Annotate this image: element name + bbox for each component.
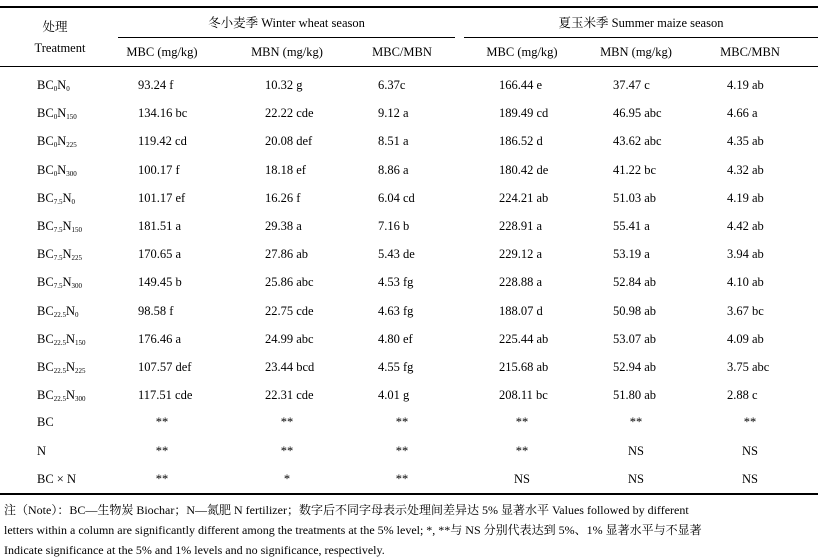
table-cell: 4.19 ab <box>727 190 764 205</box>
table-cell: 51.80 ab <box>613 388 657 403</box>
header-bottom-rule <box>0 66 818 67</box>
table-cell: 5.43 de <box>378 247 415 262</box>
table-cell: 3.94 ab <box>727 247 764 262</box>
table-cell: 101.17 ef <box>138 190 186 205</box>
table-cell: 8.86 a <box>378 162 409 177</box>
treatment-label: $BC_{22.5}N_{150}$ <box>37 331 86 347</box>
table-cell: 229.12 a <box>499 247 543 262</box>
table-cell: 4.63 fg <box>378 303 414 318</box>
table-cell: 52.84 ab <box>613 275 657 290</box>
table-cell: 55.41 a <box>613 219 650 233</box>
table-cell: 208.11 bc <box>499 388 548 403</box>
table-cell: ** <box>515 415 529 430</box>
table-cell: 181.51 a <box>138 219 182 233</box>
table-cell: ** <box>280 443 294 458</box>
table-cell: 4.35 ab <box>727 134 764 149</box>
table-cell: 22.31 cde <box>265 388 314 403</box>
treatment-label: $BC_0N_{150}$ <box>37 106 77 122</box>
table-cell: * <box>283 471 291 486</box>
column-header-6: MBC/MBN <box>720 45 780 59</box>
effect-label: BC <box>37 415 54 430</box>
column-header-5: MBN (mg/kg) <box>600 45 672 59</box>
table-cell: 50.98 ab <box>613 303 657 318</box>
table-cell: ** <box>395 471 409 486</box>
table-cell: 180.42 de <box>499 162 549 177</box>
table-cell: 29.38 a <box>265 219 302 233</box>
table-cell: 100.17 f <box>138 162 180 177</box>
table-cell: 93.24 f <box>138 78 174 92</box>
table-cell: 119.42 cd <box>138 134 187 149</box>
table-cell: ** <box>629 415 643 430</box>
column-header-3: MBC/MBN <box>372 45 432 59</box>
table-cell: 4.55 fg <box>378 360 414 374</box>
table-cell: 24.99 abc <box>265 331 314 346</box>
table-cell: 3.67 bc <box>727 303 764 318</box>
table-cell: 52.94 ab <box>613 360 657 374</box>
column-header-2: MBN (mg/kg) <box>251 45 323 59</box>
table-cell: 117.51 cde <box>138 388 193 403</box>
table-cell: ** <box>395 415 409 430</box>
table-cell: ** <box>280 415 294 430</box>
table-cell: NS <box>514 471 530 486</box>
column-header-4: MBC (mg/kg) <box>486 45 558 59</box>
treatment-label: $BC_{7.5}N_{150}$ <box>37 219 82 234</box>
winter-season-header: 冬小麦季 Winter wheat season <box>208 16 365 30</box>
table-cell: ** <box>155 443 169 458</box>
note-line-2: letters within a column are significantly different among the treatments at the 5% level; *, **与 NS 分别代表达到 5%、1% 显著水平与不显著 <box>4 523 702 537</box>
effect-label: BC × N <box>37 471 77 486</box>
table-cell: 3.75 abc <box>727 360 770 374</box>
table-cell: 51.03 ab <box>613 190 657 205</box>
summer-group-underline <box>464 37 818 38</box>
table-cell: 228.88 a <box>499 275 543 290</box>
table-top-rule <box>0 6 818 8</box>
table-cell: 27.86 ab <box>265 247 309 262</box>
table-cell: 9.12 a <box>378 106 409 121</box>
table-cell: NS <box>742 443 758 458</box>
note-line-1: 注（Note）：BC—生物炭 Biochar；N—氮肥 N fertilizer；数字后不同字母表示处理间差异达 5% 显著水平 Values followed by different <box>4 503 689 517</box>
table-cell: 4.32 ab <box>727 162 764 177</box>
treatment-label: $BC_0N_{225}$ <box>37 134 77 150</box>
treatment-label: $BC_{22.5}N_0$ <box>37 303 79 319</box>
table-cell: 4.53 fg <box>378 275 414 290</box>
table-cell: 22.22 cde <box>265 106 314 121</box>
table-cell: 228.91 a <box>499 219 543 233</box>
treatment-label: $BC_0N_{300}$ <box>37 162 77 178</box>
table-cell: 149.45 b <box>138 275 182 290</box>
treatment-label: $BC_0N_0$ <box>37 78 70 93</box>
table-cell: 43.62 abc <box>613 134 662 149</box>
table-cell: 7.16 b <box>378 219 410 233</box>
table-cell: 166.44 e <box>499 78 543 92</box>
table-cell: 53.07 ab <box>613 331 657 346</box>
table-bottom-rule <box>0 493 818 495</box>
table-cell: 189.49 cd <box>499 106 549 121</box>
table-cell: NS <box>628 443 644 458</box>
treatment-label: $BC_{7.5}N_0$ <box>37 190 75 206</box>
table-cell: 18.18 ef <box>265 162 306 177</box>
table-cell: ** <box>743 415 757 430</box>
table-cell: 53.19 a <box>613 247 650 262</box>
table-cell: 16.26 f <box>265 190 301 205</box>
table-cell: 25.86 abc <box>265 275 314 290</box>
column-header-1: MBC (mg/kg) <box>126 45 198 59</box>
treatment-header-zh: 处理 <box>42 20 68 34</box>
table-cell: 107.57 def <box>138 360 192 374</box>
table-cell: 37.47 c <box>613 78 650 92</box>
table-cell: NS <box>628 471 644 486</box>
table-cell: ** <box>395 443 409 458</box>
table-cell: 41.22 bc <box>613 162 657 177</box>
treatment-label: $BC_{7.5}N_{300}$ <box>37 275 82 291</box>
table-cell: 98.58 f <box>138 303 174 318</box>
table-cell: 224.21 ab <box>499 190 549 205</box>
table-cell: 215.68 ab <box>499 360 549 374</box>
summer-season-header: 夏玉米季 Summer maize season <box>558 16 724 30</box>
table-cell: 4.10 ab <box>727 275 764 290</box>
table-cell: 4.09 ab <box>727 331 764 346</box>
treatment-label: $BC_{7.5}N_{225}$ <box>37 247 82 263</box>
table-cell: 4.42 ab <box>727 219 764 233</box>
treatment-label: $BC_{22.5}N_{225}$ <box>37 360 86 375</box>
table-cell: 2.88 c <box>727 388 758 403</box>
table-cell: 8.51 a <box>378 134 409 149</box>
table-cell: 4.80 ef <box>378 331 413 346</box>
effect-label: N <box>37 443 47 458</box>
table-cell: 46.95 abc <box>613 106 662 121</box>
table-cell: 134.16 bc <box>138 106 188 121</box>
table-cell: 225.44 ab <box>499 331 549 346</box>
table-cell: 10.32 g <box>265 78 303 92</box>
table-cell: 176.46 a <box>138 331 182 346</box>
treatment-label: $BC_{22.5}N_{300}$ <box>37 388 86 404</box>
table-cell: ** <box>155 471 169 486</box>
table-cell: 4.01 g <box>378 388 410 403</box>
table-cell: 22.75 cde <box>265 303 314 318</box>
winter-group-underline <box>118 37 455 38</box>
note-line-3: Indicate significance at the 5% and 1% levels and no significance, respectively. <box>4 543 385 557</box>
table-cell: 186.52 d <box>499 134 543 149</box>
table-cell: ** <box>515 443 529 458</box>
table-cell: ** <box>155 415 169 430</box>
table-cell: 23.44 bcd <box>265 360 315 374</box>
table-cell: 4.66 a <box>727 106 758 121</box>
table-cell: NS <box>742 471 758 486</box>
table-cell: 4.19 ab <box>727 78 764 92</box>
table-cell: 20.08 def <box>265 134 313 149</box>
table-cell: 188.07 d <box>499 303 543 318</box>
treatment-header-en: Treatment <box>34 41 86 55</box>
table-cell: 170.65 a <box>138 247 182 262</box>
table-note <box>4 500 816 560</box>
table-cell: 6.04 cd <box>378 190 415 205</box>
table-cell: 6.37c <box>378 78 406 92</box>
